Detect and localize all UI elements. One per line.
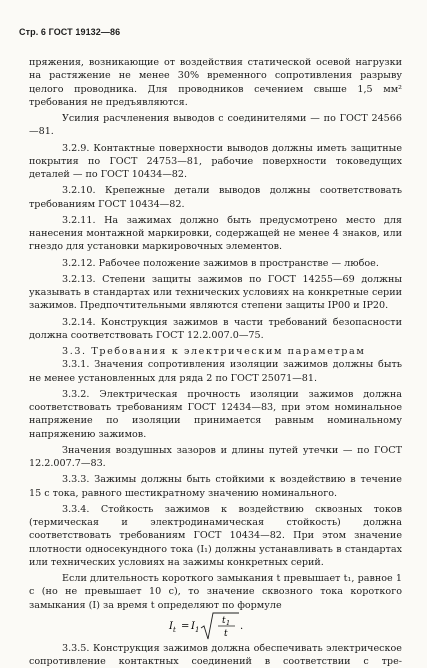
formula-numerator-sub: 1	[226, 618, 231, 627]
paragraph: 3.2.13. Степени защиты зажимов по ГОСТ 14255—69 должны указывать в стандартах или технических условиях на конкретные серии зажимов. Предпочтительными являются степени защиты IP00 и IP20.	[29, 273, 402, 312]
paragraph: Если длительность короткого замыкания t превышает t₁, равное 1 с (но не превышает 10 с), то значение сквозного тока короткого замыкания (I) за время t определяют по формуле	[29, 573, 402, 611]
formula-numerator: t	[222, 615, 226, 626]
paragraph: Усилия расчленения выводов с соединителями — по ГОСТ 24566—81.	[29, 113, 402, 138]
paragraph: пряжения, возникающие от воздействия статической осевой нагрузки на растяжение не менее 30% временного сопротивления разрыву целого проводника. Для проводников сечением свыше 1,5 мм² требования не предъявляются.	[29, 57, 402, 108]
paragraph: 3.2.12. Рабочее положение зажимов в пространстве — любое.	[62, 257, 379, 269]
paragraph: 3.2.10. Крепежные детали выводов должны соответствовать требованиям ГОСТ 10434—82.	[29, 185, 402, 210]
formula-equals: =	[181, 620, 190, 632]
body-text	[29, 56, 402, 668]
formula-lhs-sub: t	[173, 625, 176, 634]
formula-lhs: I	[169, 620, 173, 632]
formula	[29, 612, 402, 642]
paragraph: 3.3.5. Конструкция зажимов должна обеспечивать электрическое сопротивление контактных соединений в соответствии с тре-	[29, 642, 402, 667]
paragraph: 3.3.4. Стойкость зажимов к воздействию сквозных токов (термическая и электродинамическая стойкость) должна соответствовать требованиям ГОСТ 10434—82. При этом значение плотности односекундного тока (I₁) должны устанавливать в стандартах или технических условиях на зажимы конкретных серий.	[29, 503, 402, 568]
page-header: Стр. 6 ГОСТ 19132—86	[19, 27, 121, 37]
paragraph: Значения воздушных зазоров и длины путей утечки — по ГОСТ 12.2.007.7—83.	[29, 444, 402, 469]
paragraph: 3.2.14. Конструкция зажимов в части требований безопасности должна соответствовать ГОСТ 12.2.007.0—75.	[29, 316, 402, 341]
paragraph: 3.3.3. Зажимы должны быть стойкими к воздействию в течение 15 с тока, равного шестикратному значению номинального.	[29, 474, 402, 499]
formula-period: .	[240, 620, 244, 632]
formula-denominator: t	[224, 628, 228, 639]
paragraph: 3.3.1. Значения сопротивления изоляции зажимов должны быть не менее установленных для ряда 2 по ГОСТ 25071—81.	[29, 359, 402, 384]
section-heading: 3.3. Требования к электрическим параметрам	[62, 346, 366, 357]
paragraph: 3.3.2. Электрическая прочность изоляции зажимов должна соответствовать требованиям ГОСТ 12434—83, при этом номинальное напряжение по изоляции принимается равным номинальному напряжению зажимов.	[29, 388, 402, 440]
paragraph: 3.2.11. На зажимах должно быть предусмотрено место для нанесения монтажной маркировки, содержащей не менее 4 знаков, или гнездо для установки маркировочных элементов.	[29, 214, 402, 253]
formula-factor-sub: 1	[195, 625, 200, 634]
formula-factor: I	[191, 620, 195, 632]
paragraph: 3.2.9. Контактные поверхности выводов должны иметь защитные покрытия по ГОСТ 24753—81, рабочие поверхности токоведущих деталей — по ГОСТ 10434—82.	[29, 142, 402, 180]
